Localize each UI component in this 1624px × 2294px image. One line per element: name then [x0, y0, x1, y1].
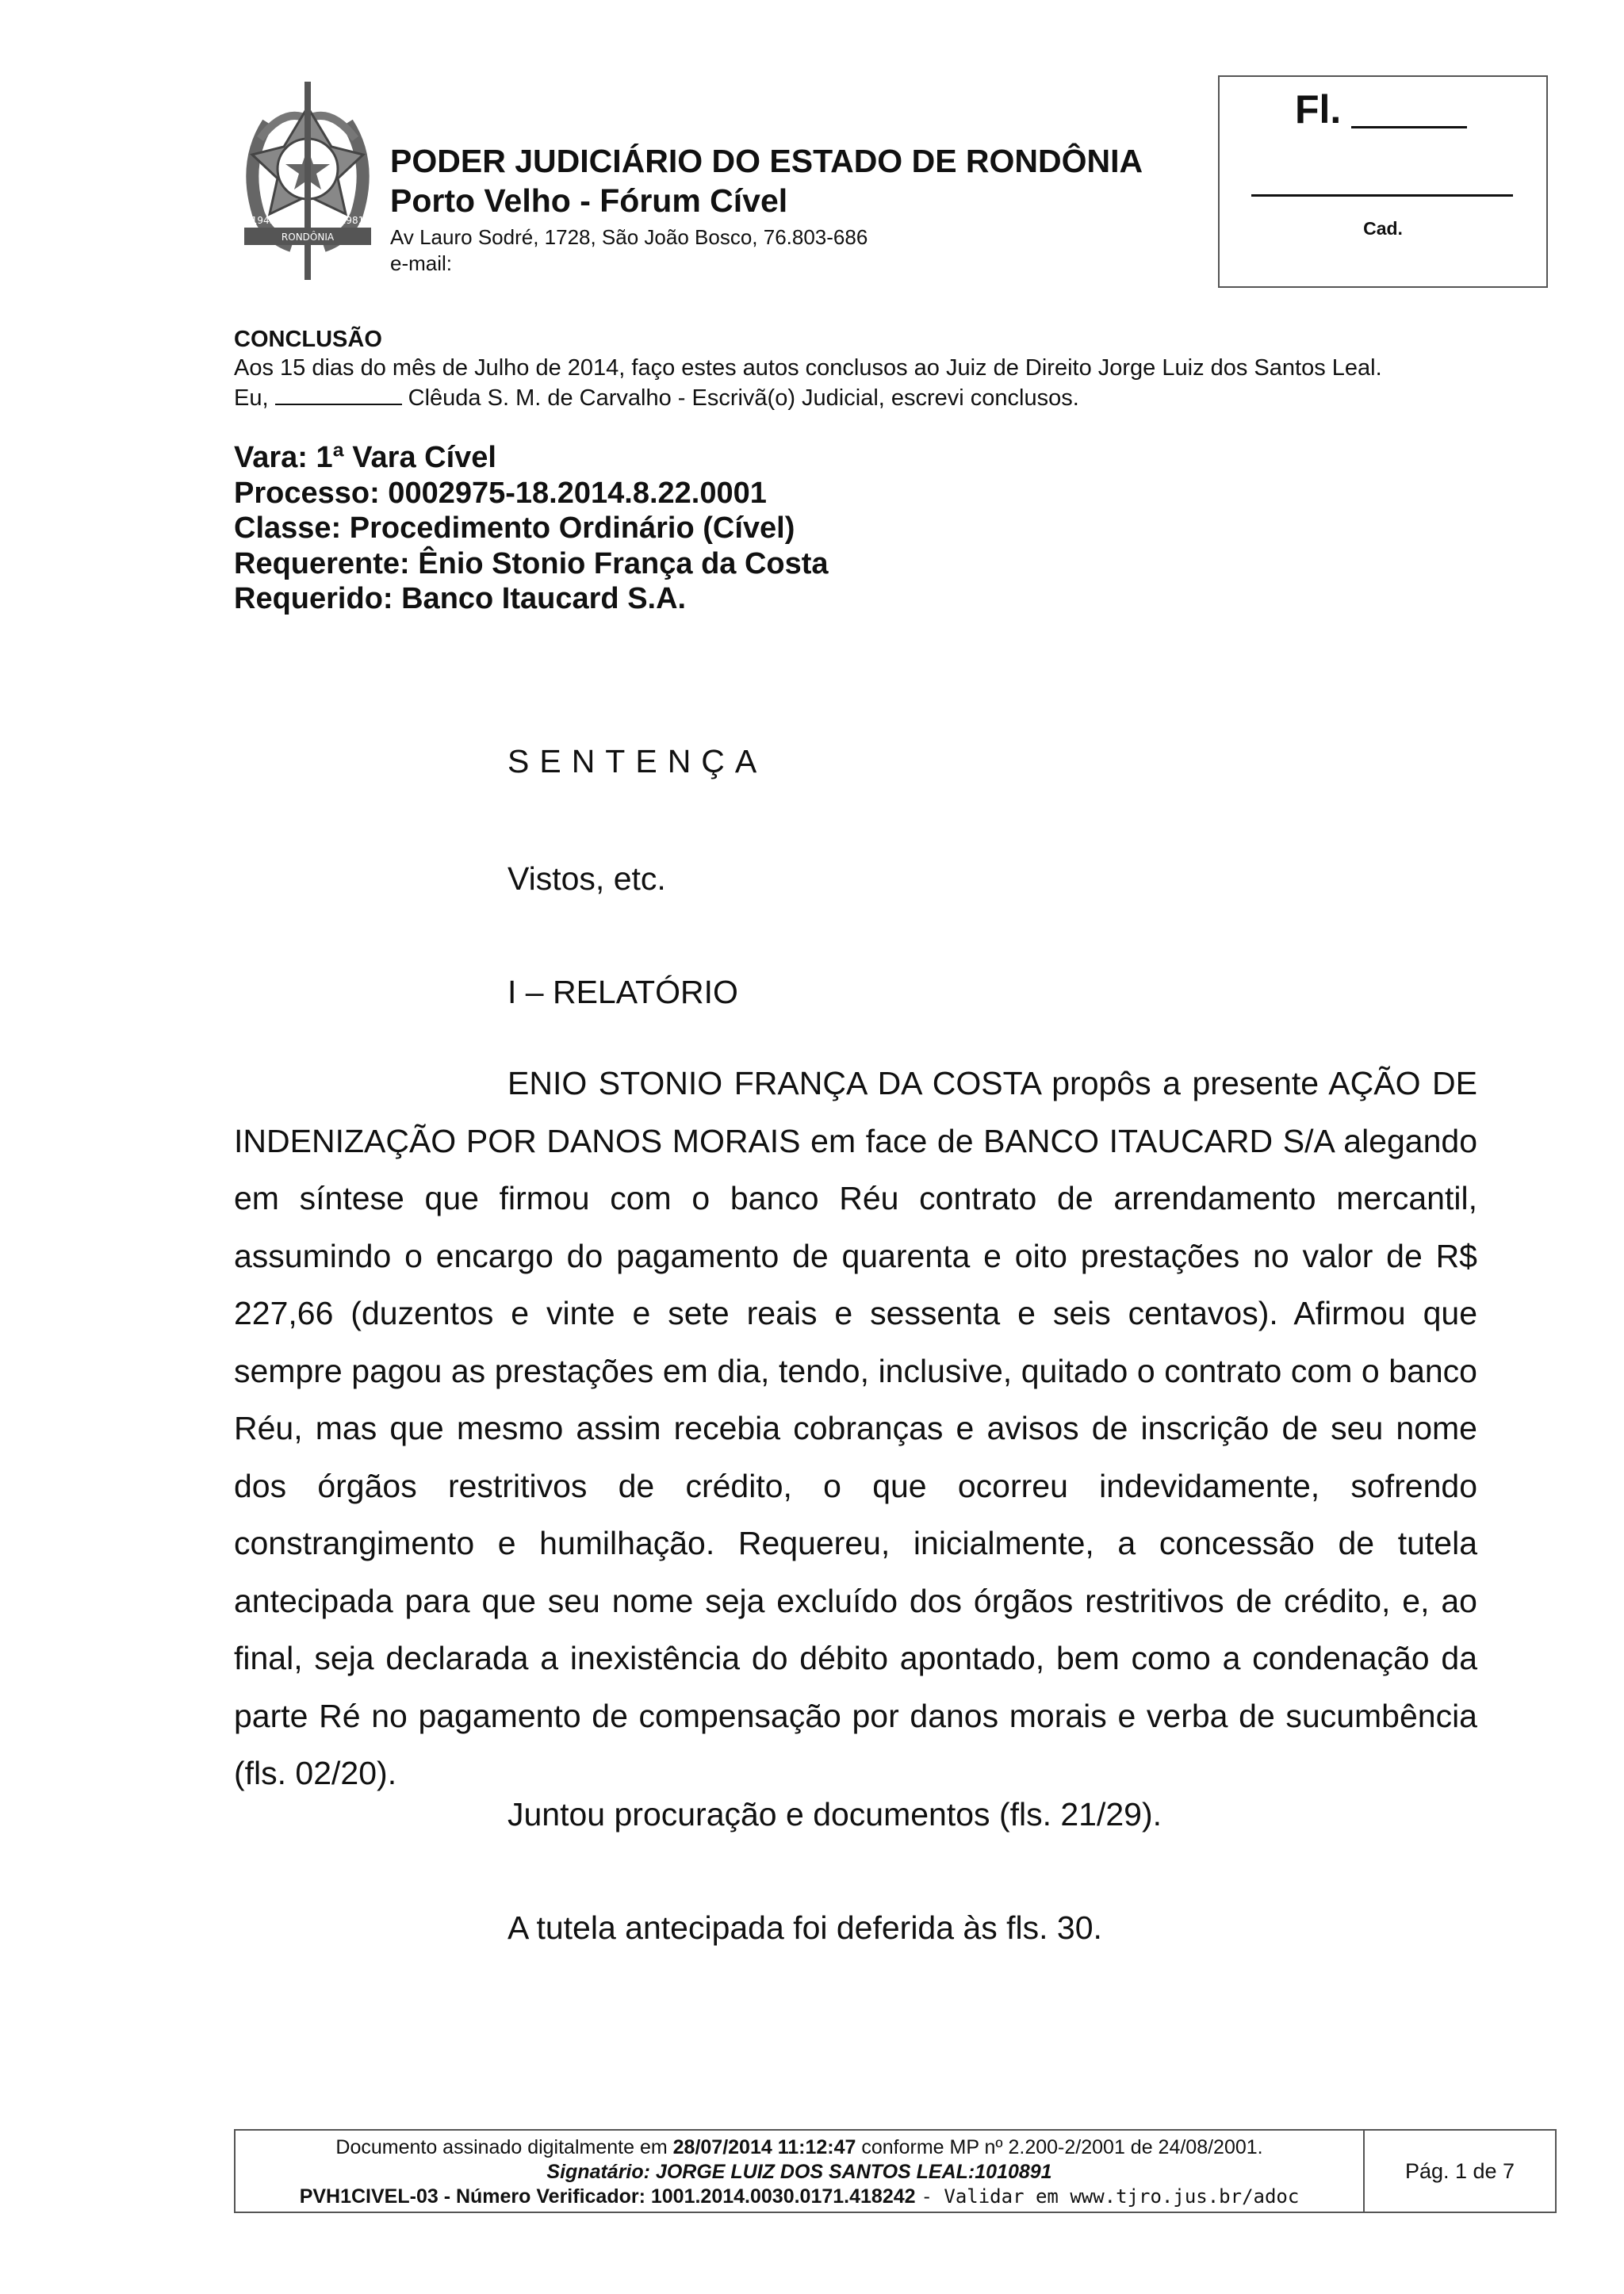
conclusion-title: CONCLUSÃO [234, 327, 382, 352]
svg-text:RONDÔNIA: RONDÔNIA [281, 232, 335, 243]
signature-footer [234, 2129, 1557, 2213]
report-paragraph-1-text: ENIO STONIO FRANÇA DA COSTA propôs a presente AÇÃO DE INDENIZAÇÃO POR DANOS MORAIS em face de BANCO ITAUCARD S/A alegando em síntese que firmou com o banco Réu contrato de arrendamento mercantil, assumindo o encargo do pagamento de quarenta e oito prestações no valor de R$ 227,66 (duzentos e vinte e sete reais e sessenta e seis centavos). Afirmou que sempre pagou as prestações em dia, tendo, inclusive, quitado o contrato com o banco Réu, mas que mesmo assim recebia cobranças e avisos de inscrição de seu nome dos órgãos restritivos de crédito, o que ocorreu indevidamente, sofrendo constrangimento e humilhação. Requereu, inicialmente, a concessão de tutela antecipada para que seu nome seja excluído dos órgãos restritivos de crédito, e, ao final, seja declarada a inexistência do débito apontado, bem como a condenação da parte Ré no pagamento de compensação por danos morais e verba de sucumbência (fls. 02/20). [234, 1065, 1477, 1791]
court-crest-logo [236, 75, 379, 291]
folio-number-line [1351, 126, 1467, 128]
case-vara: Vara: 1ª Vara Cível [234, 441, 496, 474]
court-email-label: e-mail: [390, 251, 453, 275]
signed-prefix: Documento assinado digitalmente em [335, 2136, 668, 2158]
court-place: Porto Velho - Fórum Cível [390, 182, 788, 219]
case-processo: Processo: 0002975-18.2014.8.22.0001 [234, 476, 767, 510]
svg-text:1981: 1981 [339, 215, 365, 226]
conclusion-line-2-suffix: Clêuda S. M. de Carvalho - Escrivã(o) Judicial, escrevi conclusos. [408, 385, 1079, 411]
signatory-line [236, 2160, 1363, 2185]
report-paragraph-2: Juntou procuração e documentos (fls. 21/29). [508, 1796, 1162, 1833]
validate-link[interactable]: - Validar em www.tjro.jus.br/adoc [921, 2185, 1300, 2208]
signature-blank [275, 383, 402, 405]
verifier-line [236, 2185, 1363, 2209]
case-classe: Classe: Procedimento Ordinário (Cível) [234, 511, 795, 545]
signed-datetime: 28/07/2014 11:12:47 [672, 2136, 856, 2158]
verifier-number: PVH1CIVEL-03 - Número Verificador: 1001.2014.0030.0171.418242 [299, 2185, 916, 2208]
conclusion-line-1: Aos 15 dias do mês de Julho de 2014, faço estes autos conclusos ao Juiz de Direito Jorge Luiz dos Santos Leal. [234, 355, 1382, 381]
signature-info [236, 2131, 1365, 2212]
case-requerente: Requerente: Ênio Stonio França da Costa [234, 546, 829, 580]
case-info [234, 440, 829, 617]
folio-box [1218, 75, 1548, 288]
signed-line [236, 2135, 1363, 2160]
folio-signature-line [1251, 194, 1513, 197]
page-header [390, 141, 1143, 276]
conclusion-block [234, 325, 1487, 413]
report-paragraph-1 [234, 1055, 1477, 1802]
folio-label: Fl. [1295, 87, 1342, 132]
court-address: Av Lauro Sodré, 1728, São João Bosco, 76.803-686 [390, 225, 868, 249]
conclusion-line-2-prefix: Eu, [234, 385, 269, 411]
vistos-line: Vistos, etc. [508, 860, 666, 897]
court-name: PODER JUDICIÁRIO DO ESTADO DE RONDÔNIA [390, 143, 1143, 179]
case-requerido: Requerido: Banco Itaucard S.A. [234, 582, 687, 615]
signed-suffix: conforme MP nº 2.200-2/2001 de 24/08/2001. [861, 2136, 1263, 2158]
signatory: Signatário: JORGE LUIZ DOS SANTOS LEAL:1010891 [546, 2161, 1052, 2183]
report-paragraph-3: A tutela antecipada foi deferida às fls. 30. [508, 1909, 1102, 1946]
cad-label: Cad. [1363, 218, 1403, 239]
conclusion-line-2 [234, 383, 1487, 413]
sentence-title: SENTENÇA [508, 743, 768, 779]
section-heading-relatorio: I – RELATÓRIO [508, 974, 738, 1010]
page-number: Pág. 1 de 7 [1404, 2158, 1515, 2183]
svg-text:1943: 1943 [251, 215, 276, 226]
